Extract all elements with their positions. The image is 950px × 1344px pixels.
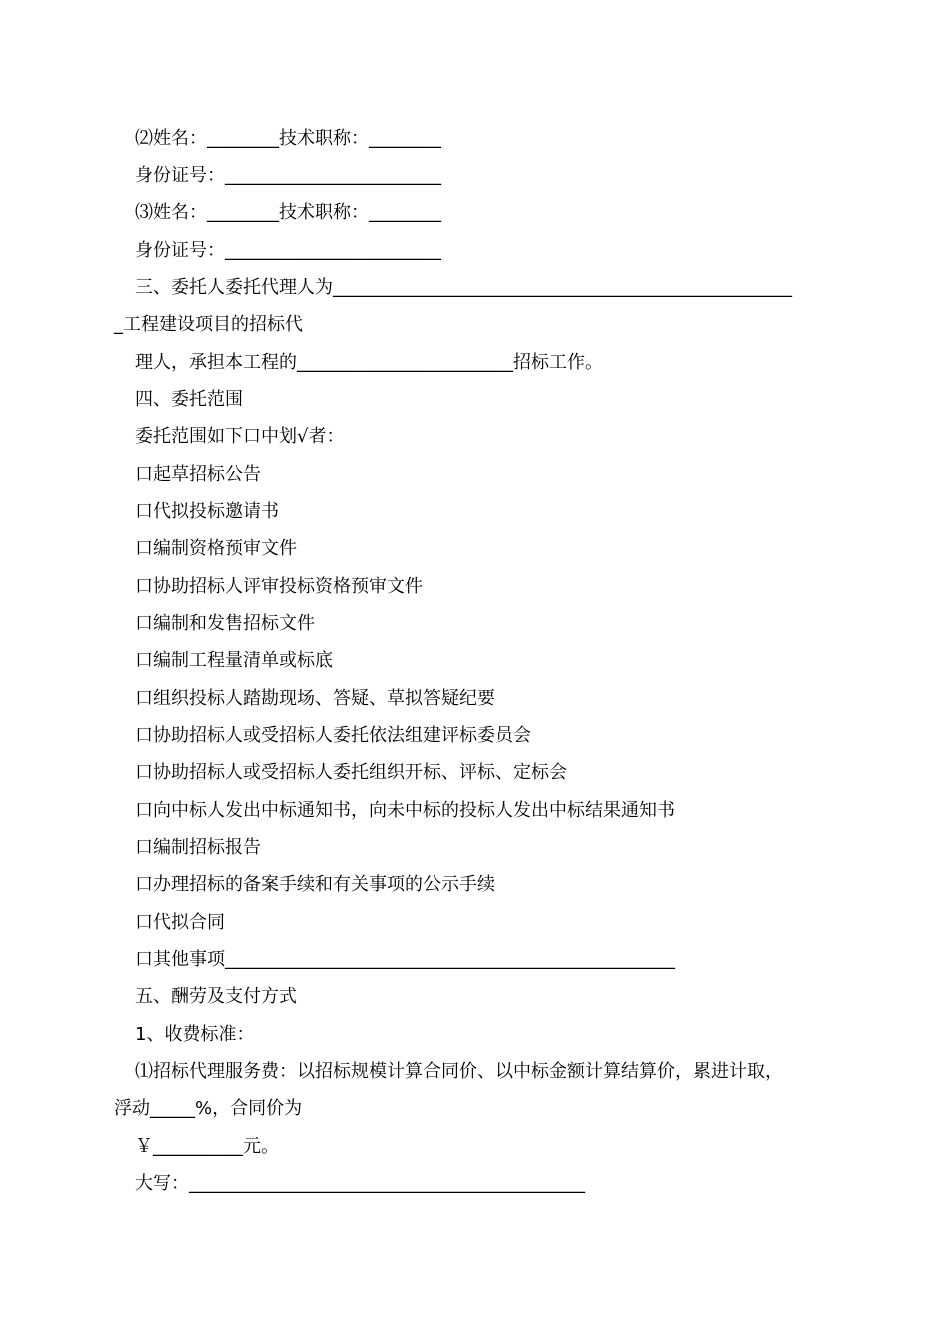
text-line: ⑶姓名：________技术职称：________ xyxy=(135,202,441,223)
checklist-item: 口其他事项__________________________________________________ xyxy=(135,949,675,970)
checklist-item: 口编制招标报告 xyxy=(135,837,261,858)
text-line: 三、委托人委托代理人为___________________________________________________ xyxy=(135,277,792,298)
text-line: 大写：____________________________________________ xyxy=(135,1173,585,1194)
text-line: 委托范围如下口中划√者： xyxy=(135,426,345,447)
checklist-item: 口编制资格预审文件 xyxy=(135,538,297,559)
checklist-item: 口办理招标的备案手续和有关事项的公示手续 xyxy=(135,874,495,895)
text-line: ⑴招标代理服务费：以招标规模计算合同价、以中标金额计算结算价，累进计取， xyxy=(135,1061,783,1082)
checklist-item: 口协助招标人或受招标人委托组织开标、评标、定标会 xyxy=(135,762,567,783)
text-line: _工程建设项目的招标代 xyxy=(114,314,303,335)
checklist-item: 口起草招标公告 xyxy=(135,464,261,485)
checklist-item: 口协助招标人评审投标资格预审文件 xyxy=(135,576,423,597)
text-line: 身份证号：________________________ xyxy=(135,240,441,261)
section-heading: 五、酬劳及支付方式 xyxy=(135,986,297,1007)
checklist-item: 口编制工程量清单或标底 xyxy=(135,650,333,671)
text-line: 浮动_____%，合同价为 xyxy=(114,1098,303,1119)
text-line: ￥__________元。 xyxy=(135,1136,279,1157)
text-line: 身份证号：________________________ xyxy=(135,165,441,186)
text-line: 理人，承担本工程的________________________招标工作。 xyxy=(135,352,603,373)
section-heading: 四、委托范围 xyxy=(135,389,243,410)
text-line: ⑵姓名：________技术职称：________ xyxy=(135,128,441,149)
checklist-item: 口代拟投标邀请书 xyxy=(135,501,279,522)
checklist-item: 口协助招标人或受招标人委托依法组建评标委员会 xyxy=(135,725,531,746)
checklist-item: 口编制和发售招标文件 xyxy=(135,613,315,634)
text-line: 1、收费标准： xyxy=(135,1024,255,1045)
checklist-item: 口向中标人发出中标通知书，向未中标的投标人发出中标结果通知书 xyxy=(135,800,675,821)
checklist-item: 口代拟合同 xyxy=(135,912,225,933)
checklist-item: 口组织投标人踏勘现场、答疑、草拟答疑纪要 xyxy=(135,688,495,709)
